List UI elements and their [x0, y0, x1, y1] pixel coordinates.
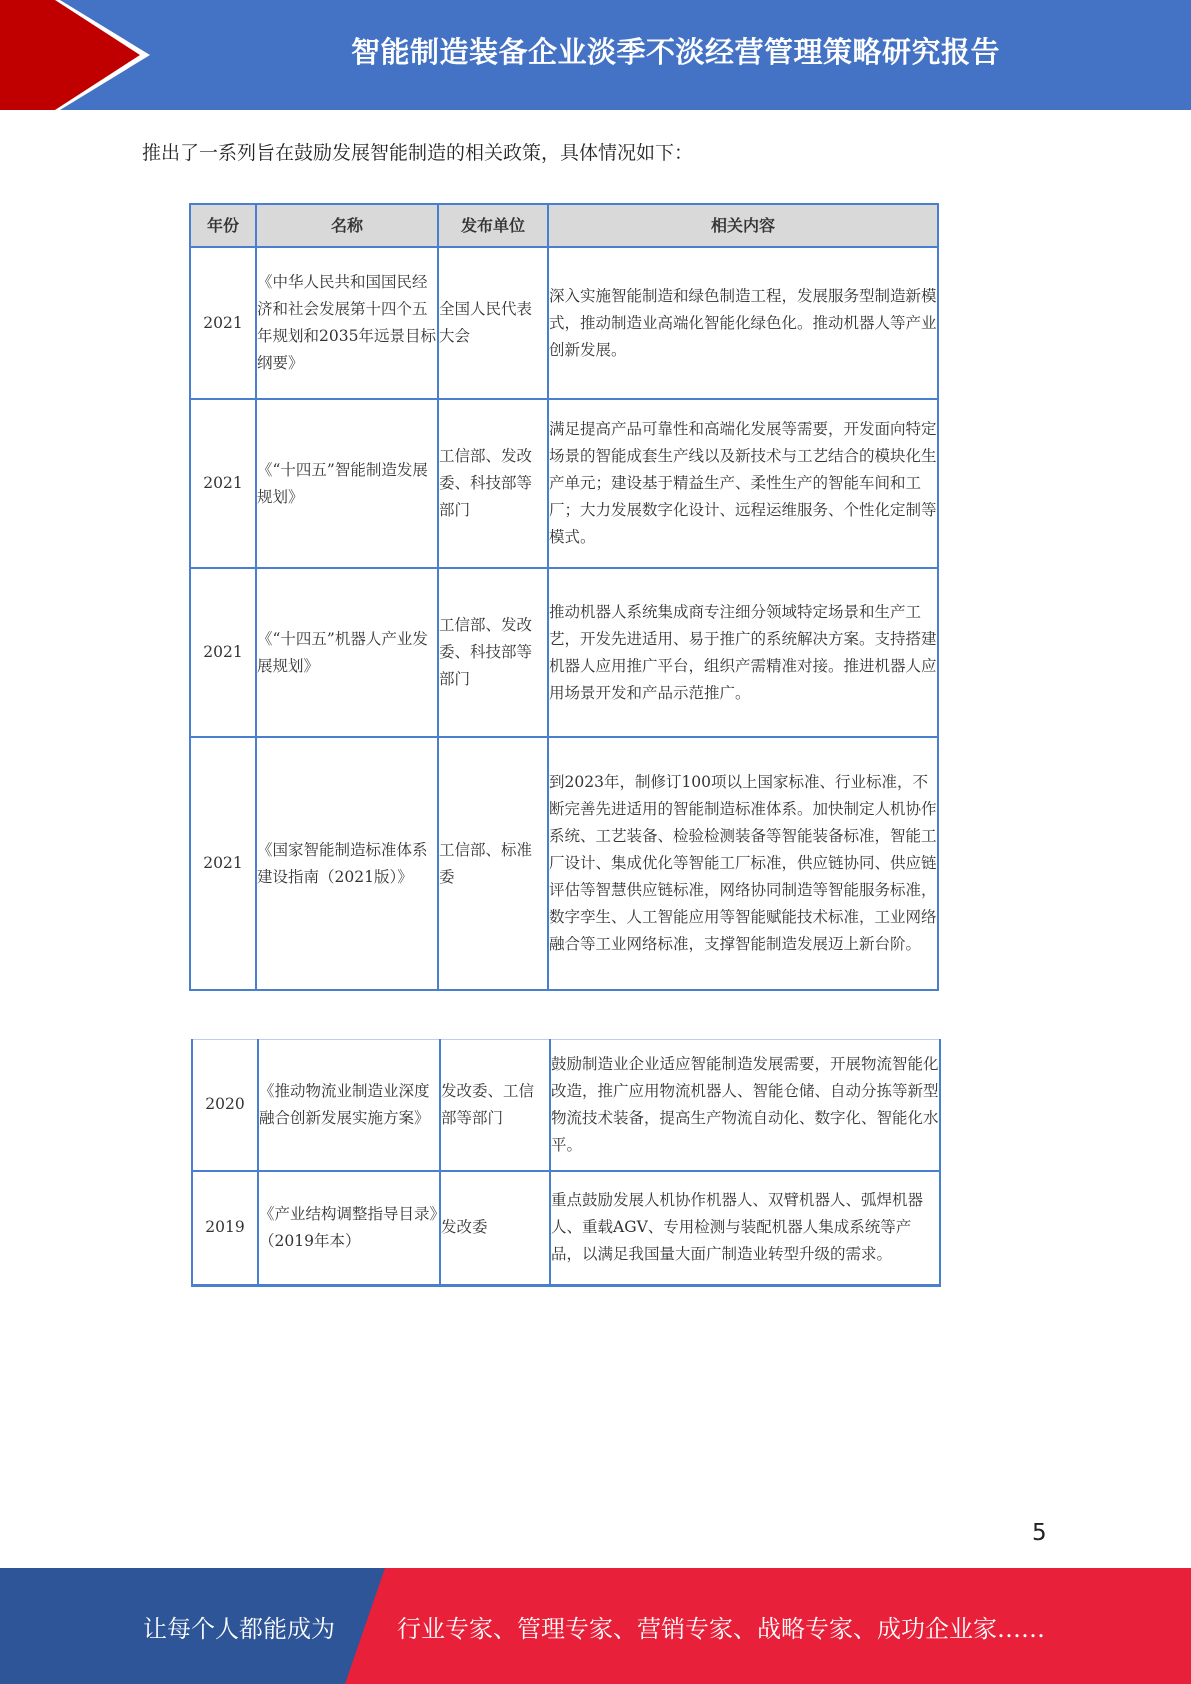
table-row	[190, 568, 938, 737]
cell-name: 《推动物流业制造业深度融合创新发展实施方案》	[258, 1040, 440, 1171]
cell-year: 2021	[190, 247, 256, 399]
cell-content: 深入实施智能制造和绿色制造工程，发展服务型制造新模式，推动制造业高端化智能化绿色化。推动机器人等产业创新发展。	[548, 247, 938, 399]
cell-year: 2019	[192, 1171, 258, 1286]
cell-unit: 全国人民代表大会	[438, 247, 548, 399]
table-header-row	[190, 204, 938, 247]
cell-content: 重点鼓励发展人机协作机器人、双臂机器人、弧焊机器人、重载AGV、专用检测与装配机器人集成系统等产品，以满足我国量大面广制造业转型升级的需求。	[550, 1171, 940, 1286]
page-footer	[0, 1568, 1191, 1684]
cell-unit: 发改委	[440, 1171, 550, 1286]
cell-name: 《中华人民共和国国民经济和社会发展第十四个五年规划和2035年远景目标纲要》	[256, 247, 438, 399]
footer-slogan-right: 行业专家、管理专家、营销专家、战略专家、成功企业家……	[397, 1614, 1045, 1643]
cell-unit: 工信部、发改委、科技部等部门	[438, 399, 548, 568]
cell-content: 推动机器人系统集成商专注细分领域特定场景和生产工艺，开发先进适用、易于推广的系统解决方案。支持搭建机器人应用推广平台，组织产需精准对接。推进机器人应用场景开发和产品示范推广。	[548, 568, 938, 737]
table-row	[190, 399, 938, 568]
table-row	[192, 1171, 940, 1286]
table-row	[190, 737, 938, 990]
footer-slogan-left: 让每个人都能成为	[143, 1614, 335, 1643]
cell-year: 2021	[190, 737, 256, 990]
cell-year: 2021	[190, 399, 256, 568]
policy-table-continued	[191, 1039, 941, 1287]
intro-paragraph: 推出了一系列旨在鼓励发展智能制造的相关政策，具体情况如下：	[142, 142, 694, 164]
cell-name: 《产业结构调整指导目录》（2019年本）	[258, 1171, 440, 1286]
page-number: 5	[1032, 1520, 1047, 1546]
cell-year: 2021	[190, 568, 256, 737]
policy-table	[189, 203, 939, 991]
report-title: 智能制造装备企业淡季不淡经营管理策略研究报告	[350, 34, 1000, 69]
header-unit: 发布单位	[438, 204, 548, 247]
cell-content: 满足提高产品可靠性和高端化发展等需要，开发面向特定场景的智能成套生产线以及新技术与工艺结合的模块化生产单元；建设基于精益生产、柔性生产的智能车间和工厂；大力发展数字化设计、远程运维服务、个性化定制等模式。	[548, 399, 938, 568]
cell-name: 《“十四五”智能制造发展规划》	[256, 399, 438, 568]
cell-content: 鼓励制造业企业适应智能制造发展需要，开展物流智能化改造，推广应用物流机器人、智能仓储、自动分拣等新型物流技术装备，提高生产物流自动化、数字化、智能化水平。	[550, 1040, 940, 1171]
header-content: 相关内容	[548, 204, 938, 247]
table-row	[192, 1040, 940, 1171]
cell-year: 2020	[192, 1040, 258, 1171]
cell-name: 《国家智能制造标准体系建设指南（2021版）》	[256, 737, 438, 990]
cell-content: 到2023年，制修订100项以上国家标准、行业标准，不断完善先进适用的智能制造标准体系。加快制定人机协作系统、工艺装备、检验检测装备等智能装备标准，智能工厂设计、集成优化等智能工厂标准，供应链协同、供应链评估等智慧供应链标准，网络协同制造等智能服务标准，数字孪生、人工智能应用等智能赋能技术标准，工业网络融合等工业网络标准，支撑智能制造发展迈上新台阶。	[548, 737, 938, 990]
cell-name: 《“十四五”机器人产业发展规划》	[256, 568, 438, 737]
cell-unit: 发改委、工信部等部门	[440, 1040, 550, 1171]
page-header	[0, 0, 1191, 110]
cell-unit: 工信部、发改委、科技部等部门	[438, 568, 548, 737]
header-year: 年份	[190, 204, 256, 247]
table-row	[190, 247, 938, 399]
header-name: 名称	[256, 204, 438, 247]
cell-unit: 工信部、标准委	[438, 737, 548, 990]
red-chevron-icon	[0, 0, 160, 110]
